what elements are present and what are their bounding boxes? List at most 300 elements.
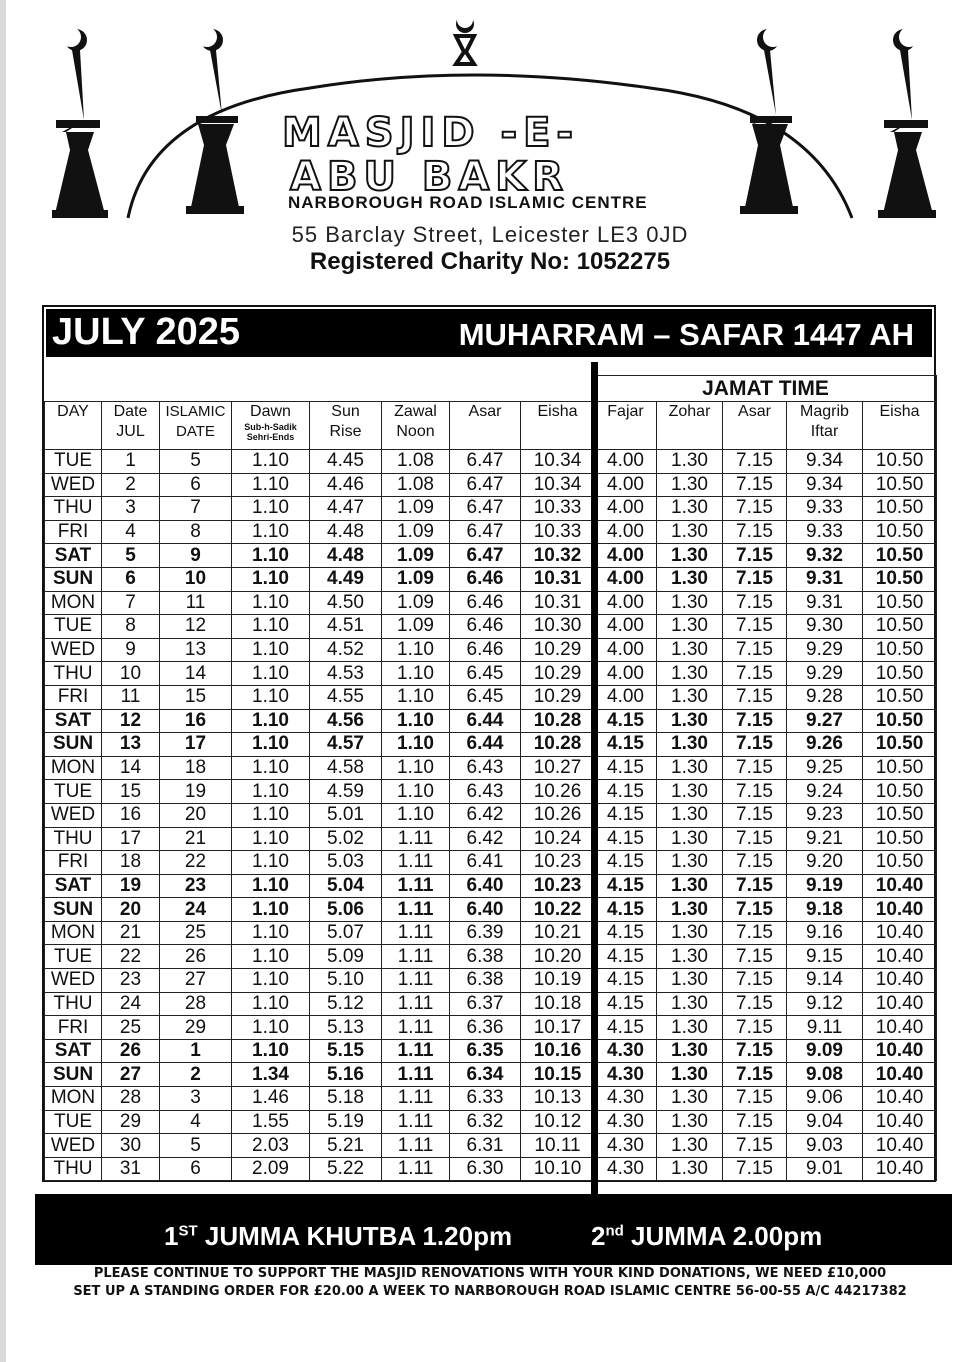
table-row (45, 780, 937, 804)
cell-day: MON (45, 921, 102, 945)
cell-zawal: 1.11 (382, 1087, 450, 1111)
cell-dawn: 1.10 (232, 520, 310, 544)
cell-dawn: 1.10 (232, 780, 310, 804)
cell-jamat-asar: 7.15 (723, 1063, 787, 1087)
table-row (45, 615, 937, 639)
cell-date: 4 (102, 520, 160, 544)
cell-day: SAT (45, 874, 102, 898)
cell-date: 12 (102, 709, 160, 733)
cell-sunrise: 5.07 (310, 921, 382, 945)
cell-zawal: 1.08 (382, 450, 450, 474)
cell-islamic-date: 11 (160, 591, 232, 615)
cell-islamic-date: 6 (160, 1157, 232, 1181)
cell-eisha: 10.31 (521, 567, 595, 591)
cell-jamat-zohar: 1.30 (657, 1016, 723, 1040)
cell-dawn: 1.10 (232, 544, 310, 568)
cell-jamat-magrib: 9.06 (787, 1087, 863, 1111)
cell-date: 11 (102, 685, 160, 709)
cell-jamat-asar: 7.15 (723, 1087, 787, 1111)
cell-jamat-fajar: 4.00 (595, 638, 657, 662)
cell-date: 23 (102, 969, 160, 993)
cell-date: 8 (102, 615, 160, 639)
cell-jamat-magrib: 9.34 (787, 450, 863, 474)
cell-jamat-asar: 7.15 (723, 827, 787, 851)
cell-date: 13 (102, 733, 160, 757)
cell-jamat-asar: 7.15 (723, 921, 787, 945)
cell-jamat-zohar: 1.30 (657, 473, 723, 497)
cell-zawal: 1.11 (382, 898, 450, 922)
cell-asar: 6.34 (450, 1063, 521, 1087)
cell-jamat-eisha: 10.50 (863, 733, 937, 757)
table-row (45, 803, 937, 827)
cell-date: 16 (102, 803, 160, 827)
cell-dawn: 1.10 (232, 567, 310, 591)
cell-islamic-date: 21 (160, 827, 232, 851)
cell-jamat-magrib: 9.31 (787, 567, 863, 591)
cell-jamat-fajar: 4.30 (595, 1110, 657, 1134)
cell-asar: 6.38 (450, 969, 521, 993)
table-row (45, 827, 937, 851)
cell-dawn: 1.10 (232, 1039, 310, 1063)
cell-islamic-date: 13 (160, 638, 232, 662)
cell-jamat-eisha: 10.50 (863, 851, 937, 875)
cell-day: FRI (45, 1016, 102, 1040)
cell-asar: 6.32 (450, 1110, 521, 1134)
cell-asar: 6.47 (450, 473, 521, 497)
cell-zawal: 1.09 (382, 591, 450, 615)
cell-jamat-fajar: 4.15 (595, 780, 657, 804)
cell-sunrise: 5.21 (310, 1134, 382, 1158)
cell-islamic-date: 19 (160, 780, 232, 804)
cell-jamat-eisha: 10.40 (863, 1016, 937, 1040)
cell-jamat-zohar: 1.30 (657, 567, 723, 591)
cell-day: FRI (45, 520, 102, 544)
cell-day: THU (45, 662, 102, 686)
cell-sunrise: 5.02 (310, 827, 382, 851)
col-eisha: Eisha (521, 402, 595, 450)
cell-dawn: 1.10 (232, 450, 310, 474)
masjid-title-line1: MASJID -E- (282, 110, 579, 156)
col-dawn: Dawn Sub-h-Sadik Sehri-Ends (232, 402, 310, 450)
cell-date: 31 (102, 1157, 160, 1181)
cell-islamic-date: 18 (160, 756, 232, 780)
cell-jamat-asar: 7.15 (723, 1016, 787, 1040)
cell-sunrise: 5.18 (310, 1087, 382, 1111)
cell-date: 15 (102, 780, 160, 804)
cell-jamat-magrib: 9.30 (787, 615, 863, 639)
cell-sunrise: 5.09 (310, 945, 382, 969)
cell-asar: 6.36 (450, 1016, 521, 1040)
cell-asar: 6.39 (450, 921, 521, 945)
cell-jamat-fajar: 4.30 (595, 1157, 657, 1181)
prayer-timetable (44, 375, 937, 1181)
cell-day: WED (45, 1134, 102, 1158)
cell-zawal: 1.11 (382, 874, 450, 898)
cell-jamat-asar: 7.15 (723, 898, 787, 922)
cell-jamat-eisha: 10.50 (863, 450, 937, 474)
cell-jamat-asar: 7.15 (723, 874, 787, 898)
cell-day: SUN (45, 1063, 102, 1087)
cell-day: THU (45, 992, 102, 1016)
cell-date: 1 (102, 450, 160, 474)
cell-jamat-fajar: 4.15 (595, 992, 657, 1016)
cell-jamat-magrib: 9.26 (787, 733, 863, 757)
hijri-months: MUHARRAM – SAFAR 1447 AH (458, 317, 914, 352)
table-row (45, 1016, 937, 1040)
cell-eisha: 10.29 (521, 662, 595, 686)
cell-jamat-zohar: 1.30 (657, 1063, 723, 1087)
cell-islamic-date: 1 (160, 1039, 232, 1063)
cell-jamat-magrib: 9.08 (787, 1063, 863, 1087)
cell-day: THU (45, 1157, 102, 1181)
cell-eisha: 10.29 (521, 685, 595, 709)
cell-day: THU (45, 827, 102, 851)
cell-date: 10 (102, 662, 160, 686)
cell-eisha: 10.29 (521, 638, 595, 662)
cell-sunrise: 4.52 (310, 638, 382, 662)
cell-zawal: 1.11 (382, 921, 450, 945)
cell-jamat-magrib: 9.33 (787, 520, 863, 544)
month-title: JULY 2025 (52, 311, 241, 353)
cell-zawal: 1.09 (382, 497, 450, 521)
cell-jamat-magrib: 9.01 (787, 1157, 863, 1181)
cell-asar: 6.43 (450, 780, 521, 804)
cell-jamat-eisha: 10.40 (863, 1087, 937, 1111)
cell-jamat-asar: 7.15 (723, 544, 787, 568)
cell-jamat-eisha: 10.50 (863, 709, 937, 733)
cell-eisha: 10.28 (521, 733, 595, 757)
cell-jamat-zohar: 1.30 (657, 497, 723, 521)
cell-asar: 6.31 (450, 1134, 521, 1158)
cell-jamat-zohar: 1.30 (657, 450, 723, 474)
cell-jamat-zohar: 1.30 (657, 1134, 723, 1158)
cell-jamat-asar: 7.15 (723, 969, 787, 993)
cell-sunrise: 4.58 (310, 756, 382, 780)
cell-asar: 6.41 (450, 851, 521, 875)
cell-sunrise: 4.57 (310, 733, 382, 757)
cell-jamat-fajar: 4.00 (595, 473, 657, 497)
table-row (45, 473, 937, 497)
cell-jamat-fajar: 4.00 (595, 497, 657, 521)
jamat-header-row (45, 376, 937, 402)
cell-jamat-asar: 7.15 (723, 591, 787, 615)
cell-day: TUE (45, 780, 102, 804)
cell-date: 27 (102, 1063, 160, 1087)
jamat-divider (591, 362, 598, 1200)
cell-dawn: 2.03 (232, 1134, 310, 1158)
cell-eisha: 10.21 (521, 921, 595, 945)
table-row (45, 969, 937, 993)
cell-zawal: 1.10 (382, 685, 450, 709)
cell-asar: 6.33 (450, 1087, 521, 1111)
cell-date: 9 (102, 638, 160, 662)
cell-jamat-magrib: 9.32 (787, 544, 863, 568)
col-jamat-magrib: Magrib Iftar (787, 402, 863, 450)
cell-zawal: 1.11 (382, 945, 450, 969)
column-header-row (45, 402, 937, 450)
cell-eisha: 10.22 (521, 898, 595, 922)
cell-jamat-eisha: 10.40 (863, 1134, 937, 1158)
table-row (45, 709, 937, 733)
cell-jamat-zohar: 1.30 (657, 992, 723, 1016)
cell-asar: 6.43 (450, 756, 521, 780)
table-row (45, 638, 937, 662)
cell-jamat-zohar: 1.30 (657, 662, 723, 686)
centre-name: NARBOROUGH ROAD ISLAMIC CENTRE (288, 193, 648, 212)
cell-jamat-fajar: 4.15 (595, 756, 657, 780)
table-row (45, 921, 937, 945)
cell-jamat-eisha: 10.40 (863, 1157, 937, 1181)
cell-islamic-date: 20 (160, 803, 232, 827)
cell-date: 25 (102, 1016, 160, 1040)
cell-zawal: 1.08 (382, 473, 450, 497)
cell-jamat-eisha: 10.50 (863, 803, 937, 827)
cell-islamic-date: 22 (160, 851, 232, 875)
cell-date: 19 (102, 874, 160, 898)
cell-sunrise: 5.10 (310, 969, 382, 993)
cell-zawal: 1.10 (382, 780, 450, 804)
cell-asar: 6.40 (450, 874, 521, 898)
cell-date: 26 (102, 1039, 160, 1063)
cell-zawal: 1.11 (382, 1016, 450, 1040)
cell-jamat-zohar: 1.30 (657, 898, 723, 922)
cell-jamat-asar: 7.15 (723, 1134, 787, 1158)
col-islamic-date: ISLAMIC DATE (160, 402, 232, 450)
cell-jamat-fajar: 4.15 (595, 898, 657, 922)
cell-islamic-date: 9 (160, 544, 232, 568)
cell-eisha: 10.33 (521, 520, 595, 544)
cell-eisha: 10.33 (521, 497, 595, 521)
cell-jamat-fajar: 4.00 (595, 520, 657, 544)
cell-sunrise: 4.47 (310, 497, 382, 521)
cell-eisha: 10.17 (521, 1016, 595, 1040)
jamat-time-label: JAMAT TIME (595, 376, 937, 402)
cell-jamat-fajar: 4.00 (595, 685, 657, 709)
cell-jamat-magrib: 9.09 (787, 1039, 863, 1063)
cell-jamat-zohar: 1.30 (657, 874, 723, 898)
cell-dawn: 1.10 (232, 662, 310, 686)
cell-islamic-date: 2 (160, 1063, 232, 1087)
cell-zawal: 1.11 (382, 969, 450, 993)
cell-date: 20 (102, 898, 160, 922)
cell-jamat-eisha: 10.50 (863, 685, 937, 709)
col-jamat-asar: Asar (723, 402, 787, 450)
cell-dawn: 1.10 (232, 733, 310, 757)
cell-islamic-date: 16 (160, 709, 232, 733)
cell-jamat-eisha: 10.50 (863, 567, 937, 591)
cell-day: TUE (45, 450, 102, 474)
cell-jamat-zohar: 1.30 (657, 780, 723, 804)
cell-jamat-fajar: 4.15 (595, 945, 657, 969)
cell-zawal: 1.11 (382, 992, 450, 1016)
table-row (45, 1087, 937, 1111)
cell-dawn: 1.34 (232, 1063, 310, 1087)
cell-sunrise: 5.13 (310, 1016, 382, 1040)
table-row (45, 756, 937, 780)
col-zawal: Zawal Noon (382, 402, 450, 450)
cell-zawal: 1.09 (382, 567, 450, 591)
cell-eisha: 10.26 (521, 803, 595, 827)
cell-jamat-eisha: 10.50 (863, 591, 937, 615)
cell-islamic-date: 17 (160, 733, 232, 757)
cell-jamat-asar: 7.15 (723, 1110, 787, 1134)
col-jamat-fajar: Fajar (595, 402, 657, 450)
cell-asar: 6.38 (450, 945, 521, 969)
cell-zawal: 1.09 (382, 520, 450, 544)
cell-jamat-fajar: 4.00 (595, 662, 657, 686)
cell-asar: 6.45 (450, 662, 521, 686)
cell-day: SAT (45, 544, 102, 568)
cell-zawal: 1.11 (382, 851, 450, 875)
cell-eisha: 10.15 (521, 1063, 595, 1087)
cell-islamic-date: 24 (160, 898, 232, 922)
cell-day: TUE (45, 1110, 102, 1134)
cell-day: SAT (45, 709, 102, 733)
cell-jamat-magrib: 9.03 (787, 1134, 863, 1158)
cell-islamic-date: 6 (160, 473, 232, 497)
cell-dawn: 1.10 (232, 473, 310, 497)
cell-sunrise: 4.50 (310, 591, 382, 615)
cell-sunrise: 4.46 (310, 473, 382, 497)
cell-jamat-asar: 7.15 (723, 756, 787, 780)
timetable-body (45, 450, 937, 1181)
cell-jamat-fajar: 4.15 (595, 851, 657, 875)
table-row (45, 544, 937, 568)
cell-jamat-asar: 7.15 (723, 709, 787, 733)
cell-jamat-asar: 7.15 (723, 851, 787, 875)
cell-jamat-eisha: 10.40 (863, 1039, 937, 1063)
cell-asar: 6.46 (450, 615, 521, 639)
cell-dawn: 2.09 (232, 1157, 310, 1181)
cell-dawn: 1.10 (232, 921, 310, 945)
cell-sunrise: 5.22 (310, 1157, 382, 1181)
cell-islamic-date: 15 (160, 685, 232, 709)
cell-islamic-date: 23 (160, 874, 232, 898)
table-row (45, 497, 937, 521)
cell-sunrise: 5.03 (310, 851, 382, 875)
cell-jamat-eisha: 10.40 (863, 945, 937, 969)
cell-jamat-magrib: 9.29 (787, 638, 863, 662)
cell-sunrise: 4.56 (310, 709, 382, 733)
donation-note: PLEASE CONTINUE TO SUPPORT THE MASJID RENOVATIONS WITH YOUR KIND DONATIONS, WE NEED £10,000 (93, 1266, 887, 1281)
cell-asar: 6.46 (450, 567, 521, 591)
cell-jamat-fajar: 4.00 (595, 450, 657, 474)
cell-day: WED (45, 638, 102, 662)
table-row (45, 898, 937, 922)
standing-order-note: SET UP A STANDING ORDER FOR £20.00 A WEEK TO NARBOROUGH ROAD ISLAMIC CENTRE 56-00-55 A/C 44217382 (73, 1284, 907, 1299)
cell-jamat-asar: 7.15 (723, 567, 787, 591)
cell-zawal: 1.10 (382, 756, 450, 780)
cell-dawn: 1.10 (232, 1016, 310, 1040)
cell-islamic-date: 8 (160, 520, 232, 544)
cell-jamat-fajar: 4.00 (595, 544, 657, 568)
cell-date: 29 (102, 1110, 160, 1134)
cell-jamat-fajar: 4.00 (595, 567, 657, 591)
cell-dawn: 1.46 (232, 1087, 310, 1111)
cell-asar: 6.46 (450, 638, 521, 662)
cell-day: TUE (45, 945, 102, 969)
cell-day: SAT (45, 1039, 102, 1063)
table-row (45, 450, 937, 474)
cell-jamat-fajar: 4.00 (595, 615, 657, 639)
cell-jamat-fajar: 4.15 (595, 733, 657, 757)
cell-eisha: 10.26 (521, 780, 595, 804)
cell-jamat-magrib: 9.04 (787, 1110, 863, 1134)
cell-dawn: 1.10 (232, 827, 310, 851)
table-row (45, 662, 937, 686)
cell-zawal: 1.11 (382, 827, 450, 851)
cell-jamat-zohar: 1.30 (657, 921, 723, 945)
cell-date: 14 (102, 756, 160, 780)
cell-eisha: 10.11 (521, 1134, 595, 1158)
cell-zawal: 1.11 (382, 1039, 450, 1063)
cell-sunrise: 4.51 (310, 615, 382, 639)
cell-date: 17 (102, 827, 160, 851)
cell-jamat-magrib: 9.18 (787, 898, 863, 922)
cell-sunrise: 4.45 (310, 450, 382, 474)
jumma-1-time: 1ST JUMMA KHUTBA 1.20pm (164, 1221, 513, 1251)
cell-jamat-magrib: 9.21 (787, 827, 863, 851)
cell-asar: 6.42 (450, 803, 521, 827)
cell-jamat-fajar: 4.15 (595, 827, 657, 851)
masjid-title-line2: ABU BAKR (290, 154, 570, 200)
cell-jamat-eisha: 10.50 (863, 615, 937, 639)
cell-date: 24 (102, 992, 160, 1016)
cell-eisha: 10.30 (521, 615, 595, 639)
cell-islamic-date: 12 (160, 615, 232, 639)
cell-day: TUE (45, 615, 102, 639)
col-sunrise: Sun Rise (310, 402, 382, 450)
cell-day: FRI (45, 685, 102, 709)
cell-islamic-date: 27 (160, 969, 232, 993)
cell-jamat-zohar: 1.30 (657, 1039, 723, 1063)
cell-sunrise: 5.15 (310, 1039, 382, 1063)
cell-jamat-zohar: 1.30 (657, 615, 723, 639)
cell-date: 22 (102, 945, 160, 969)
cell-zawal: 1.11 (382, 1134, 450, 1158)
col-jamat-eisha: Eisha (863, 402, 937, 450)
cell-eisha: 10.19 (521, 969, 595, 993)
table-row (45, 874, 937, 898)
cell-dawn: 1.10 (232, 803, 310, 827)
table-row (45, 1039, 937, 1063)
cell-date: 18 (102, 851, 160, 875)
cell-asar: 6.40 (450, 898, 521, 922)
cell-day: SUN (45, 733, 102, 757)
cell-jamat-zohar: 1.30 (657, 1087, 723, 1111)
cell-dawn: 1.10 (232, 756, 310, 780)
cell-asar: 6.35 (450, 1039, 521, 1063)
table-row (45, 851, 937, 875)
cell-jamat-eisha: 10.40 (863, 969, 937, 993)
cell-jamat-eisha: 10.50 (863, 544, 937, 568)
cell-asar: 6.47 (450, 544, 521, 568)
cell-islamic-date: 5 (160, 1134, 232, 1158)
cell-jamat-fajar: 4.15 (595, 803, 657, 827)
table-row (45, 685, 937, 709)
cell-day: THU (45, 497, 102, 521)
cell-dawn: 1.10 (232, 638, 310, 662)
cell-jamat-magrib: 9.29 (787, 662, 863, 686)
cell-sunrise: 4.48 (310, 520, 382, 544)
cell-jamat-zohar: 1.30 (657, 733, 723, 757)
cell-zawal: 1.10 (382, 803, 450, 827)
cell-dawn: 1.10 (232, 992, 310, 1016)
cell-zawal: 1.11 (382, 1157, 450, 1181)
cell-asar: 6.47 (450, 497, 521, 521)
charity-number: Registered Charity No: 1052275 (309, 248, 671, 275)
cell-eisha: 10.34 (521, 473, 595, 497)
